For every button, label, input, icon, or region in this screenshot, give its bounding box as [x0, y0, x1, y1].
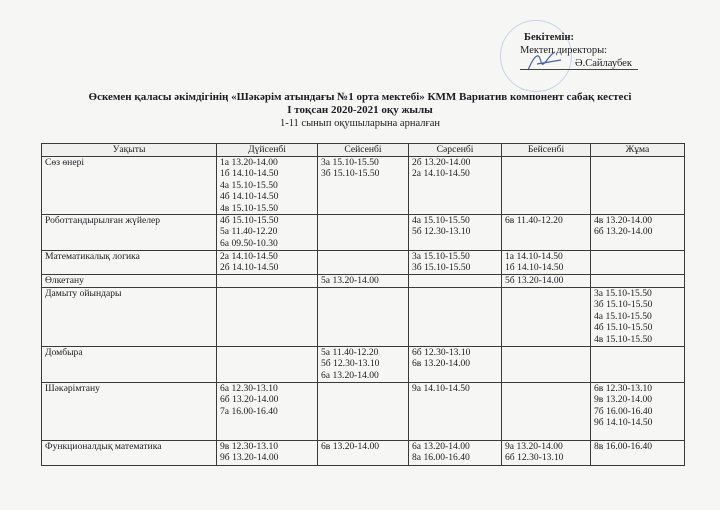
class-time-entry: 3а 15.10-15.50	[321, 157, 379, 168]
schedule-cell	[502, 251, 591, 275]
column-header: Дүйсенбі	[217, 144, 318, 157]
class-time-entry: 2б 13.20-14.00	[412, 157, 471, 168]
schedule-cell	[409, 275, 502, 288]
schedule-cell	[318, 157, 409, 215]
class-time-entry: 9б 14.10-14.50	[594, 417, 653, 429]
class-time-entry: 3б 15.10-15.50	[594, 299, 653, 311]
class-time-entry: 9в 13.20-14.00	[594, 394, 653, 406]
schedule-cell	[502, 157, 591, 215]
schedule-row	[42, 251, 685, 275]
class-time-entry: 5б 13.20-14.00	[505, 275, 564, 287]
approval-name: Ә.Сайлаубек	[575, 58, 632, 69]
class-time-entry: 8в 16.00-16.40	[594, 441, 653, 453]
class-time-entry: 9а 14.10-14.50	[412, 383, 470, 395]
schedule-cell	[318, 251, 409, 275]
schedule-cell	[409, 215, 502, 251]
class-time-entry: 1а 13.20-14.00	[220, 157, 278, 168]
class-time-entry: 4а 15.10-15.50	[412, 215, 470, 227]
class-time-entry: 1а 14.10-14.50	[505, 251, 563, 263]
schedule-row	[42, 441, 685, 466]
schedule-cell	[217, 275, 318, 288]
schedule-cell	[409, 441, 502, 466]
class-time-entry: 5а 11.40-12.20	[220, 226, 278, 238]
column-header: Жұма	[591, 144, 685, 157]
class-time-entry: 6в 13.20-14.00	[412, 358, 471, 370]
class-time-entry: 9а 13.20-14.00	[505, 441, 563, 453]
subject-cell: Сөз өнері	[42, 157, 217, 215]
schedule-row	[42, 383, 685, 441]
header-row	[42, 144, 685, 157]
column-header: Уақыты	[42, 144, 217, 157]
class-time-entry: 3б 15.10-15.50	[412, 262, 471, 274]
schedule-cell	[502, 288, 591, 347]
class-time-entry: 4б 15.10-15.50	[594, 322, 653, 334]
class-time-entry: 7б 16.00-16.40	[594, 405, 653, 417]
schedule-cell	[502, 383, 591, 441]
schedule-cell	[217, 347, 318, 383]
class-time-entry: 6а 13.20-14.00	[321, 369, 379, 381]
schedule-cell	[502, 275, 591, 288]
schedule-cell	[591, 383, 685, 441]
class-time-entry: 4а 15.10-15.50	[594, 310, 652, 322]
schedule-cell	[409, 251, 502, 275]
schedule-row	[42, 157, 685, 215]
schedule-cell	[591, 251, 685, 275]
class-time-entry: 5а 13.20-14.00	[321, 275, 379, 287]
schedule-cell	[318, 288, 409, 347]
schedule-cell	[591, 275, 685, 288]
class-time-entry: 2а 14.10-14.50	[412, 168, 470, 180]
schedule-cell	[502, 215, 591, 251]
signature-line	[520, 69, 638, 70]
class-time-entry: 6в 13.20-14.00	[321, 441, 380, 453]
class-time-entry: 1б 14.10-14.50	[505, 262, 564, 274]
schedule-cell	[217, 383, 318, 441]
heading-line-1: Өскемен қаласы әкімдігінің «Шәкәрім атындағы №1 орта мектебі» КММ Вариатив компонент сабақ кестесі	[88, 91, 632, 103]
subject-cell: Математикалық логика	[42, 251, 217, 275]
class-time-entry: 9в 12.30-13.10	[220, 441, 279, 453]
subject-cell: Өлкетану	[42, 275, 217, 288]
class-time-entry: 4а 15.10-15.50	[220, 179, 278, 191]
document-heading	[0, 91, 720, 130]
class-time-entry: 6в 12.30-13.10	[594, 383, 653, 395]
class-time-entry: 6а 12.30-13.10	[220, 383, 278, 395]
class-time-entry: 2б 14.10-14.50	[220, 262, 279, 274]
schedule-cell	[591, 288, 685, 347]
approval-block	[520, 31, 632, 70]
approval-position: Мектеп директоры:	[520, 45, 608, 56]
schedule-table	[41, 143, 685, 466]
class-time-entry: 6а 09.50-10.30	[220, 237, 278, 249]
schedule-cell	[318, 441, 409, 466]
class-time-entry: 1б 14.10-14.50	[220, 168, 279, 180]
column-header: Сәрсенбі	[409, 144, 502, 157]
subject-cell: Дамыту ойындары	[42, 288, 217, 347]
class-time-entry: 4в 15.10-15.50	[220, 202, 279, 214]
class-time-entry: 8а 16.00-16.40	[412, 452, 470, 464]
schedule-cell	[591, 347, 685, 383]
schedule-cell	[502, 441, 591, 466]
schedule-cell	[409, 157, 502, 215]
schedule-cell	[318, 275, 409, 288]
schedule-cell	[217, 251, 318, 275]
class-time-entry: 3б 15.10-15.50	[321, 168, 380, 180]
subject-cell: Домбыра	[42, 347, 217, 383]
schedule-row	[42, 288, 685, 347]
schedule-cell	[217, 215, 318, 251]
class-time-entry: 6в 11.40-12.20	[505, 215, 563, 227]
schedule-cell	[591, 157, 685, 215]
class-time-entry: 4в 13.20-14.00	[594, 215, 653, 227]
class-time-entry: 4в 15.10-15.50	[594, 333, 653, 345]
class-time-entry: 4б 14.10-14.50	[220, 191, 279, 203]
subject-cell: Роботтандырылған жүйелер	[42, 215, 217, 251]
schedule-cell	[591, 215, 685, 251]
schedule-cell	[409, 288, 502, 347]
class-time-entry: 6б 12.30-13.10	[505, 452, 564, 464]
subject-cell: Шәкәрімтану	[42, 383, 217, 441]
class-time-entry: 9б 13.20-14.00	[220, 452, 279, 464]
schedule-cell	[502, 347, 591, 383]
schedule-cell	[217, 157, 318, 215]
class-time-entry: 6б 13.20-14.00	[220, 394, 279, 406]
class-time-entry: 7а 16.00-16.40	[220, 405, 278, 417]
schedule-cell	[217, 441, 318, 466]
schedule-row	[42, 275, 685, 288]
schedule-row	[42, 347, 685, 383]
class-time-entry: 5б 12.30-13.10	[321, 358, 380, 370]
schedule-cell	[318, 215, 409, 251]
schedule-row	[42, 215, 685, 251]
schedule-cell	[409, 383, 502, 441]
schedule-cell	[409, 347, 502, 383]
schedule-cell	[591, 441, 685, 466]
class-time-entry: 6б 13.20-14.00	[594, 226, 653, 238]
class-time-entry: 5а 11.40-12.20	[321, 347, 379, 359]
schedule-cell	[318, 347, 409, 383]
class-time-entry: 5б 12.30-13.10	[412, 226, 471, 238]
schedule-cell	[318, 383, 409, 441]
class-time-entry: 6а 13.20-14.00	[412, 441, 470, 453]
class-time-entry: 3а 15.10-15.50	[412, 251, 470, 263]
class-time-entry: 3а 15.10-15.50	[594, 288, 652, 300]
heading-line-3: 1-11 сынып оқушыларына арналған	[279, 118, 441, 129]
subject-cell: Функционалдық математика	[42, 441, 217, 466]
heading-line-2: І тоқсан 2020-2021 оқу жылы	[287, 104, 433, 116]
class-time-entry: 4б 15.10-15.50	[220, 215, 279, 227]
class-time-entry: 6б 12.30-13.10	[412, 347, 471, 359]
approval-title: Бекітемін:	[524, 32, 575, 43]
column-header: Сейсенбі	[318, 144, 409, 157]
column-header: Бейсенбі	[502, 144, 591, 157]
schedule-cell	[217, 288, 318, 347]
class-time-entry: 2а 14.10-14.50	[220, 251, 278, 263]
